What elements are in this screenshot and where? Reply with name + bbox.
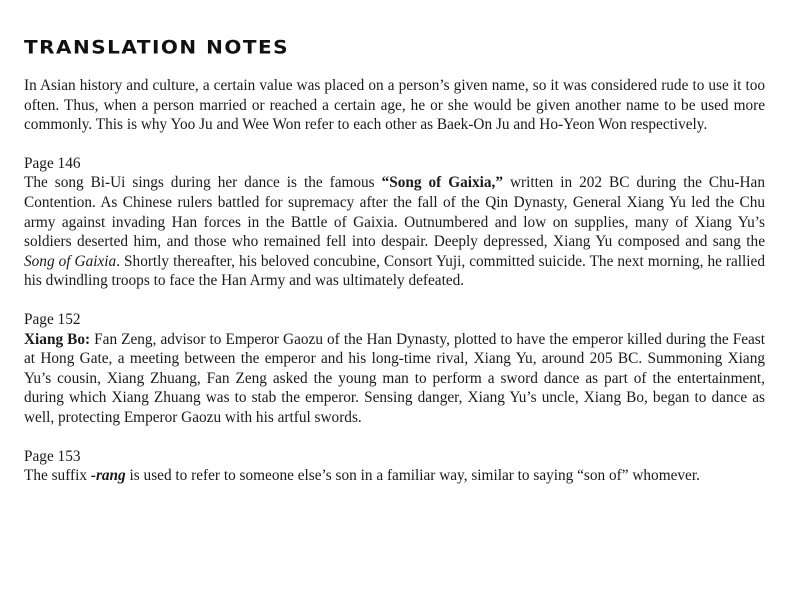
note-text: . Shortly thereafter, his beloved concubine, Consort Yuji, committed suicide. The next morning, he rallied his dwindling troops to face the Han Army and was ultimately defeated.	[24, 252, 765, 290]
note-page-152	[24, 310, 765, 428]
note-bold-term: “Song of Gaixia,”	[381, 174, 504, 192]
note-bold-term: Xiang Bo:	[24, 330, 91, 348]
note-page-label: Page 152	[24, 310, 81, 328]
note-page-label: Page 153	[24, 447, 81, 465]
note-text: written in 202 BC during the Chu-Han Contention. As Chinese rulers battled for supremacy after the fall of the Qin Dynasty, General Xiang Yu led the Chu army against invading Han forces in the Battle of Gaixia. Outnumbered and low on supplies, many of Xiang Yu’s soldiers deserted him, and those who remained fell into despair. Deeply depressed, Xiang Yu composed and sang the	[24, 174, 765, 251]
note-body	[24, 330, 765, 428]
translation-notes-page	[24, 34, 765, 486]
note-body	[24, 173, 765, 291]
note-page-146	[24, 154, 765, 291]
note-text: The song Bi-Ui sings during her dance is the famous	[24, 174, 382, 192]
note-body	[24, 466, 765, 486]
intro-paragraph: In Asian history and culture, a certain value was placed on a person’s given name, so it was considered rude to use it too often. Thus, when a person married or reached a certain age, he or she would be given another name to be used more commonly. This is why Yoo Ju and Wee Won refer to each other as Baek-On Ju and Ho-Yeon Won respectively.	[24, 77, 765, 134]
note-page-label: Page 146	[24, 154, 81, 172]
note-text: Fan Zeng, advisor to Emperor Gaozu of the Han Dynasty, plotted to have the emperor killed during the Feast at Hong Gate, a meeting between the emperor and his long-time rival, Xiang Yu, around 205 BC. Summoning Xiang Yu’s cousin, Xiang Zhuang, Fan Zeng asked the young man to perform a sword dance as part of the entertainment, during which Xiang Zhuang was to stab the emperor. Sensing danger, Xiang Yu’s uncle, Xiang Bo, began to dance as well, protecting Emperor Gaozu with his artful swords.	[24, 330, 766, 426]
page-title: TRANSLATION NOTES	[24, 35, 290, 58]
note-text: The suffix	[24, 467, 91, 485]
note-italic-term: Song of Gaixia	[24, 252, 117, 270]
note-page-153	[24, 447, 765, 486]
note-text: is used to refer to someone else’s son in a familiar way, similar to saying “son of” whomever.	[125, 467, 700, 485]
note-bold-italic-term: -rang	[90, 467, 126, 485]
